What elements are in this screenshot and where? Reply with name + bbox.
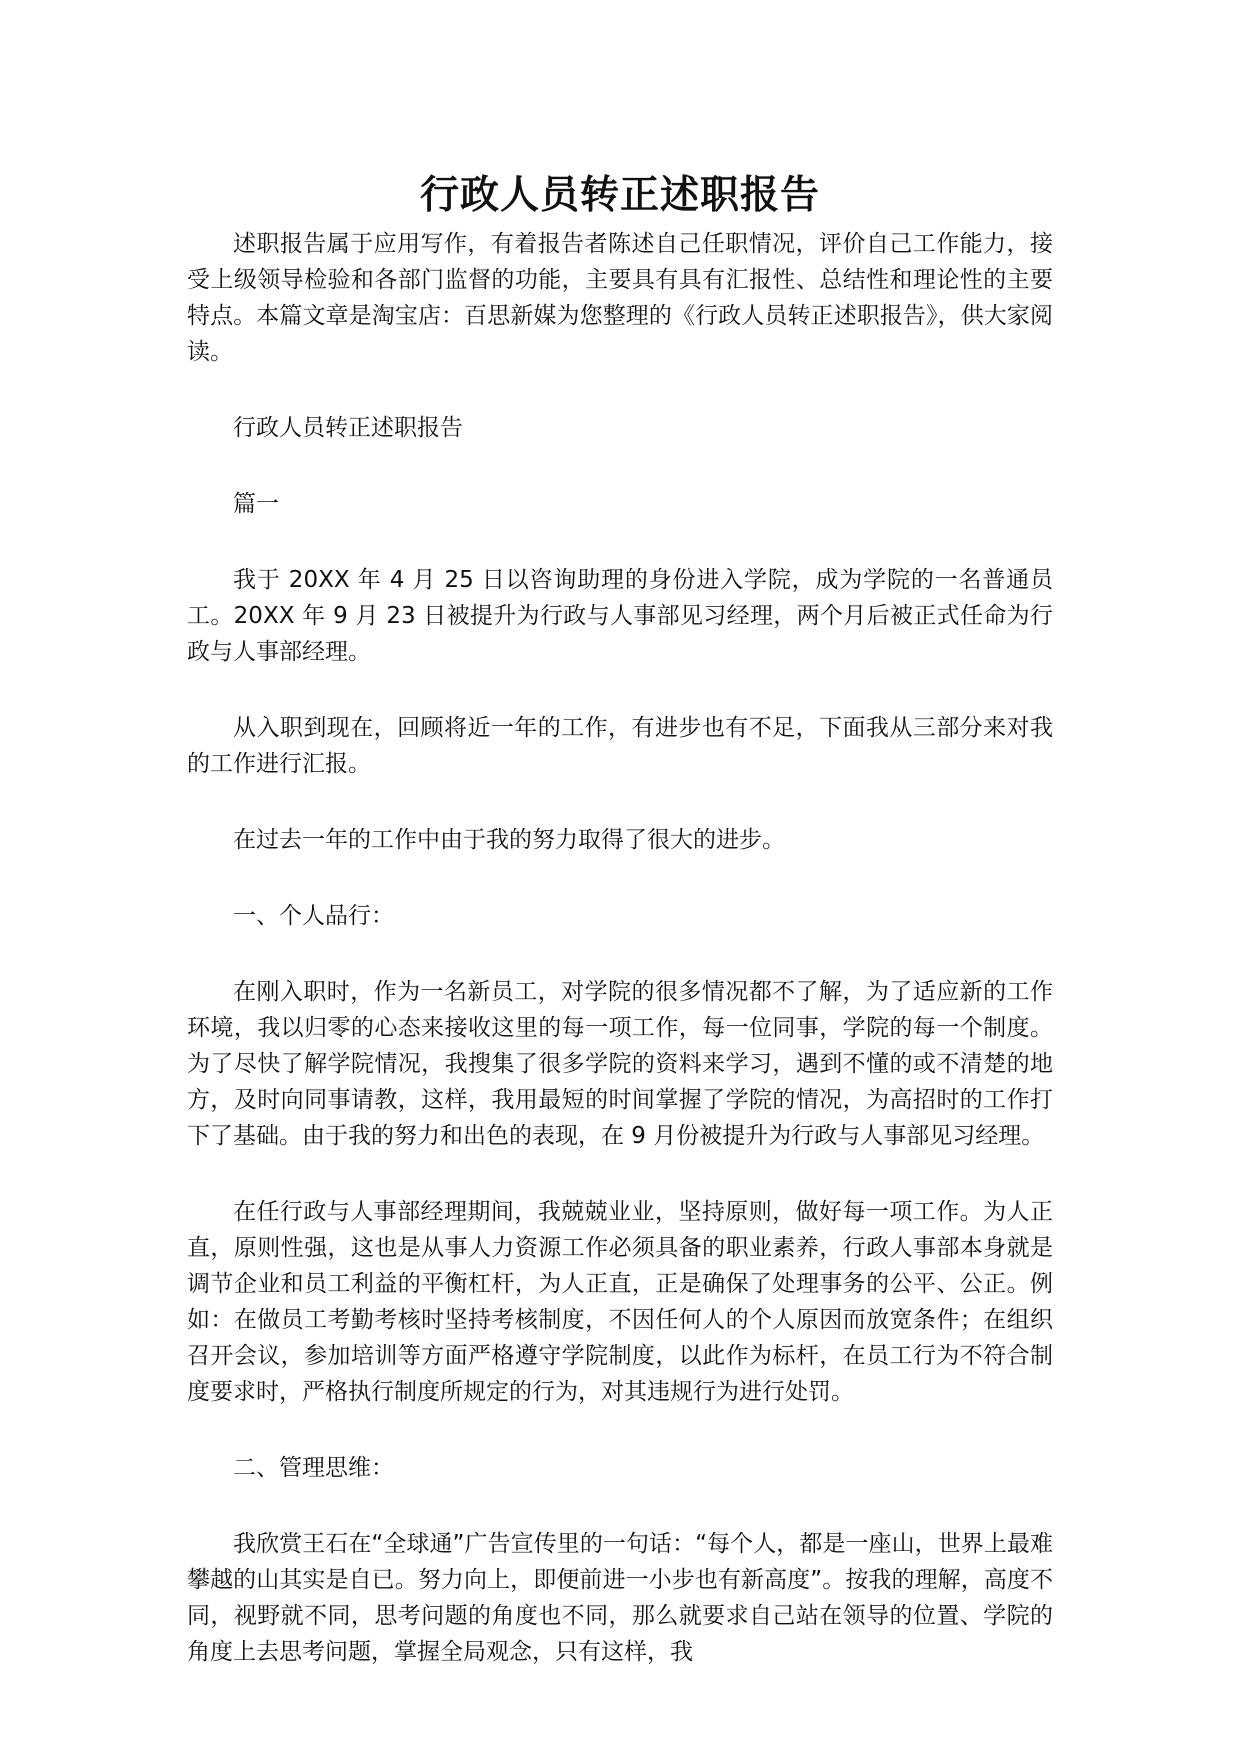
subtitle-paragraph: 行政人员转正述职报告 xyxy=(233,415,463,441)
section-heading: 一、个人品行： xyxy=(233,903,394,929)
body-paragraph: 我于 20XX 年 4 月 25 日以咨询助理的身份进入学院，成为学院的一名普通员工。20XX 年 9 月 23 日被提升为行政与人事部见习经理，两个月后被正式任命为行政与人事部经理。 xyxy=(187,567,1053,665)
body-paragraph: 在任行政与人事部经理期间，我兢兢业业，坚持原则，做好每一项工作。为人正直，原则性强，这也是从事人力资源工作必须具备的职业素养，行政人事部本身就是调节企业和员工利益的平衡杠杆，为人正直，正是确保了处理事务的公平、公正。例如：在做员工考勤考核时坚持考核制度，不因任何人的个人原因而放宽条件；在组织召开会议，参加培训等方面严格遵守学院制度，以此作为标杆，在员工行为不符合制度要求时，严格执行制度所规定的行为，对其违规行为进行处罚。 xyxy=(187,1199,1053,1405)
document-title: 行政人员转正述职报告 xyxy=(419,173,820,218)
body-paragraph: 从入职到现在，回顾将近一年的工作，有进步也有不足，下面我从三部分来对我的工作进行汇报。 xyxy=(187,715,1053,777)
section-label-paragraph: 篇一 xyxy=(233,491,279,517)
document-body xyxy=(187,168,1053,1710)
body-paragraph: 在过去一年的工作中由于我的努力取得了很大的进步。 xyxy=(233,827,785,853)
intro-paragraph: 述职报告属于应用写作，有着报告者陈述自己任职情况，评价自己工作能力，接受上级领导检验和各部门监督的功能，主要具有具有汇报性、总结性和理论性的主要特点。本篇文章是淘宝店：百思新媒为您整理的《行政人员转正述职报告》，供大家阅读。 xyxy=(187,231,1053,365)
body-paragraph: 在刚入职时，作为一名新员工，对学院的很多情况都不了解，为了适应新的工作环境，我以归零的心态来接收这里的每一项工作，每一位同事，学院的每一个制度。为了尽快了解学院情况，我搜集了很多学院的资料来学习，遇到不懂的或不清楚的地方，及时向同事请教，这样，我用最短的时间掌握了学院的情况，为高招时的工作打下了基础。由于我的努力和出色的表现，在 9 月份被提升为行政与人事部见习经理。 xyxy=(187,979,1053,1149)
body-paragraph: 我欣赏王石在“全球通”广告宣传里的一句话：“每个人，都是一座山，世界上最难攀越的山其实是自已。努力向上，即便前进一小步也有新高度”。按我的理解，高度不同，视野就不同，思考问题的角度也不同，那么就要求自己站在领导的位置、学院的角度上去思考问题，掌握全局观念，只有这样，我 xyxy=(187,1531,1053,1665)
section-heading: 二、管理思维： xyxy=(233,1455,394,1481)
